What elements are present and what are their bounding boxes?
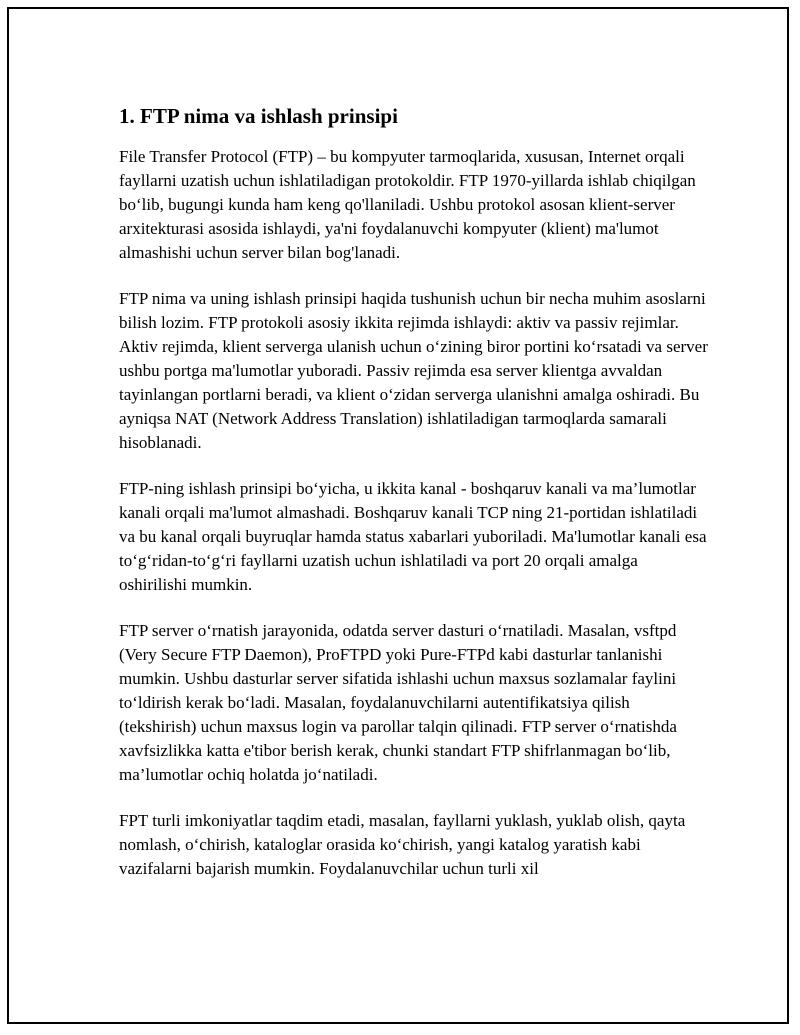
paragraph-intro: File Transfer Protocol (FTP) – bu kompyuter tarmoqlarida, xususan, Internet orqali fayllarni uzatish uchun ishlatiladigan protokoldir. FTP 1970-yillarda ishlab chiqilgan bo‘lib, bugungi kunda ham keng qo'llaniladi. Ushbu protokol asosan klient-server arxitekturasi asosida ishlaydi, ya'ni foydalanuvchi kompyuter (klient) ma'lumot almashishi uchun server bilan bog'lanadi. bbox=[119, 147, 696, 262]
section-heading: 1. FTP nima va ishlash prinsipi bbox=[119, 104, 398, 128]
paragraph-channels: FTP-ning ishlash prinsipi bo‘yicha, u ikkita kanal - boshqaruv kanali va ma’lumotlar kanali orqali ma'lumot almashadi. Boshqaruv kanali TCP ning 21-portidan ishlatiladi va bu kanal orqali buyruqlar hamda status xabarlari yuboriladi. Ma'lumotlar kanali esa to‘g‘ridan-to‘g‘ri fayllarni uzatish uchun ishlatiladi va port 20 orqali amalga oshirilishi mumkin. bbox=[119, 479, 707, 594]
paragraph-server-setup: FTP server o‘rnatish jarayonida, odatda server dasturi o‘rnatiladi. Masalan, vsftpd (Very Secure FTP Daemon), ProFTPD yoki Pure-FTPd kabi dasturlar tanlanishi mumkin. Ushbu dasturlar server sifatida ishlashi uchun maxsus sozlamalar faylini to‘ldirish kerak bo‘ladi. Masalan, foydalanuvchilarni autentifikatsiya qilish (tekshirish) uchun maxsus login va parollar talqin qilinadi. FTP server o‘rnatishda xavfsizlikka katta e'tibor berish kerak, chunki standart FTP shifrlanmagan bo‘lib, ma’lumotlar ochiq holatda jo‘natiladi. bbox=[119, 621, 677, 784]
page-border bbox=[7, 7, 789, 1024]
document-body bbox=[119, 97, 709, 903]
paragraph-modes: FTP nima va uning ishlash prinsipi haqida tushunish uchun bir necha muhim asoslarni bilish lozim. FTP protokoli asosiy ikkita rejimda ishlaydi: aktiv va passiv rejimlar. Aktiv rejimda, klient serverga ulanish uchun o‘zining biror portini ko‘rsatadi va server ushbu portga ma'lumotlar yuboradi. Passiv rejimda esa server klientga avvaldan tayinlangan portlarni beradi, va klient o‘zidan serverga ulanishni amalga oshiradi. Bu ayniqsa NAT (Network Address Translation) ishlatiladigan tarmoqlarda samarali hisoblanadi. bbox=[119, 289, 708, 452]
paragraph-capabilities: FPT turli imkoniyatlar taqdim etadi, masalan, fayllarni yuklash, yuklab olish, qayta nomlash, o‘chirish, kataloglar orasida ko‘chirish, yangi katalog yaratish kabi vazifalarni bajarish mumkin. Foydalanuvchilar uchun turli xil bbox=[119, 811, 686, 878]
